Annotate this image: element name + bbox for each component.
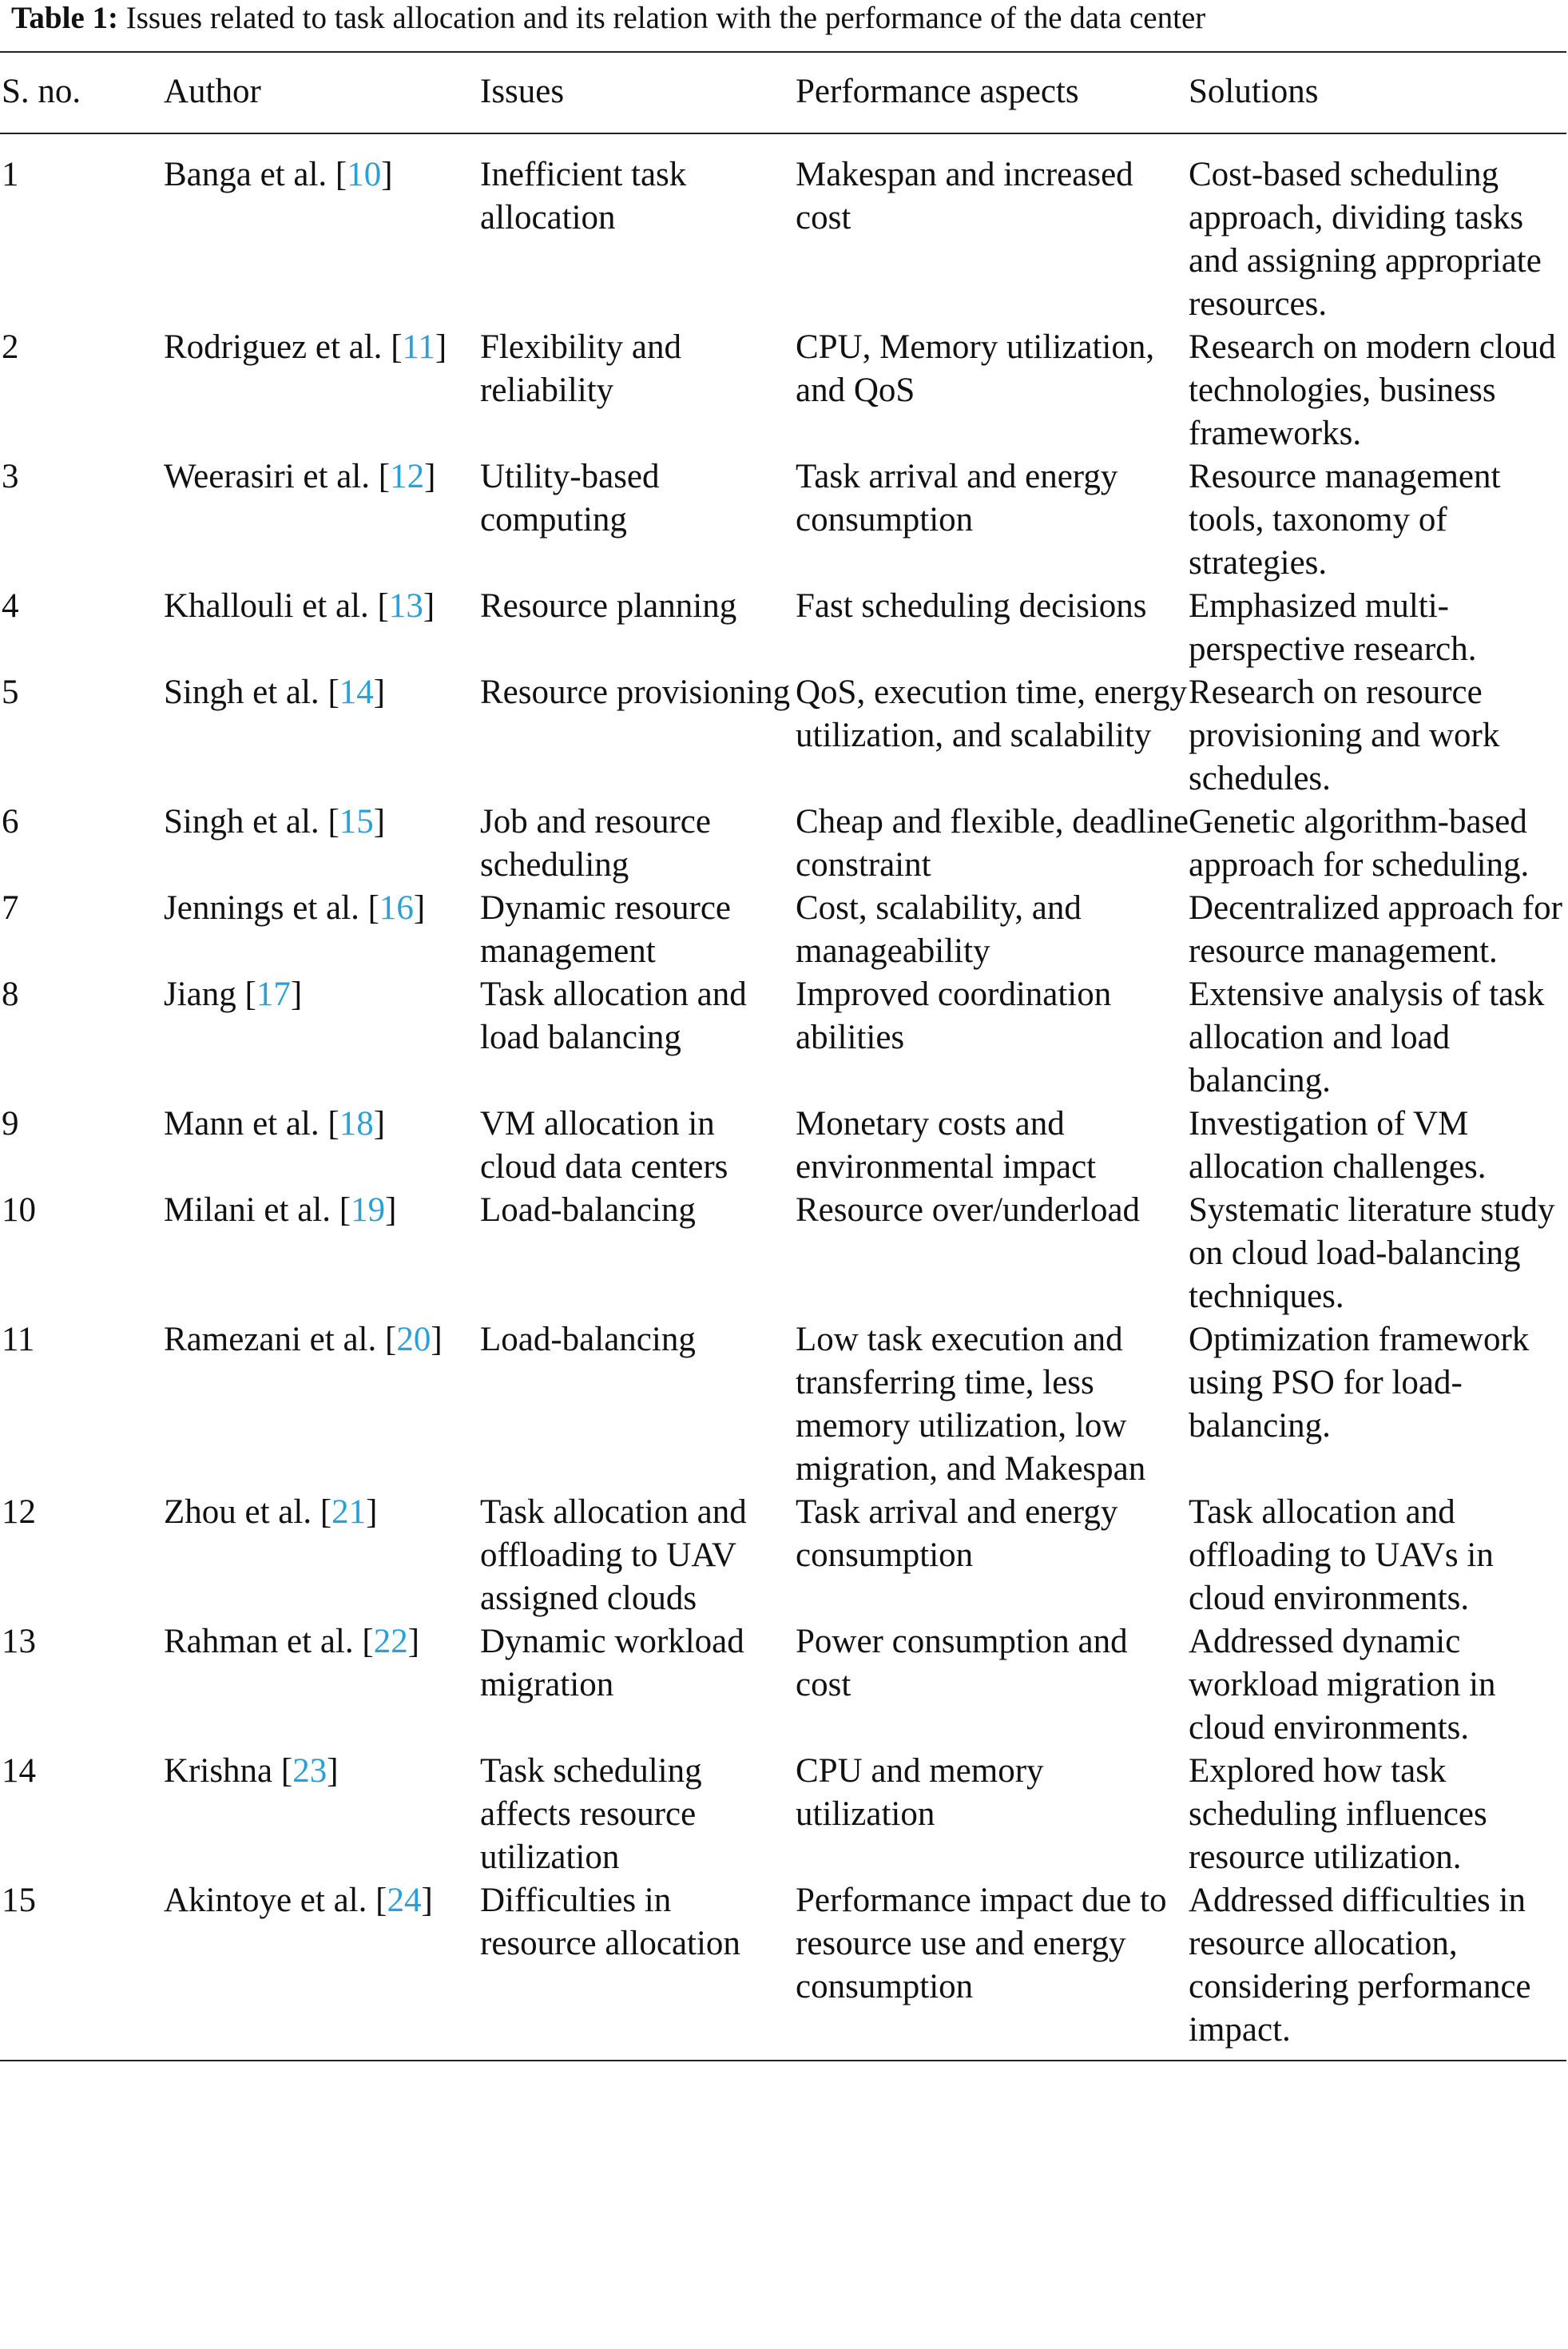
column-header-performance: Performance aspects bbox=[796, 73, 1079, 110]
cell-performance: Cost, scalability, and manageability bbox=[796, 889, 1082, 970]
reference-link[interactable]: 16 bbox=[379, 889, 414, 927]
author-name: Singh et al. bbox=[164, 674, 328, 711]
reference-bracket-open: [ bbox=[362, 1623, 374, 1660]
table-caption-label: Table 1: bbox=[11, 1, 119, 35]
reference-link[interactable]: 20 bbox=[396, 1321, 431, 1358]
cell-author bbox=[164, 1620, 480, 1750]
cell-solution: Optimization framework using PSO for load-balancing. bbox=[1189, 1321, 1530, 1445]
reference-bracket-open: [ bbox=[391, 328, 403, 366]
reference-link[interactable]: 14 bbox=[339, 674, 374, 711]
cell-solution: Explored how task scheduling influences resource utilization. bbox=[1189, 1752, 1487, 1876]
cell-performance: Makespan and increased cost bbox=[796, 156, 1133, 236]
table-row bbox=[0, 973, 1566, 1103]
cell-sno: 3 bbox=[2, 458, 19, 495]
cell-sno: 12 bbox=[2, 1493, 36, 1531]
header-row bbox=[0, 52, 1566, 133]
cell-issue: VM allocation in cloud data centers bbox=[480, 1105, 728, 1186]
table-row bbox=[0, 1750, 1566, 1879]
cell-performance: Low task execution and transferring time, less memory utilization, low migration, and Makespan bbox=[796, 1321, 1146, 1488]
cell-author bbox=[164, 1879, 480, 2061]
cell-issue: Job and resource scheduling bbox=[480, 803, 711, 884]
reference-bracket-close: ] bbox=[431, 1321, 443, 1358]
table-row bbox=[0, 1318, 1566, 1491]
reference-bracket-open: [ bbox=[378, 458, 391, 495]
cell-solution: Extensive analysis of task allocation and load balancing. bbox=[1189, 976, 1545, 1099]
reference-link[interactable]: 15 bbox=[339, 803, 374, 841]
cell-sno: 9 bbox=[2, 1105, 19, 1143]
column-header-solutions: Solutions bbox=[1189, 73, 1319, 110]
cell-issue: Flexibility and reliability bbox=[480, 328, 682, 409]
table-caption bbox=[0, 0, 1560, 37]
cell-author bbox=[164, 1491, 480, 1620]
table-row bbox=[0, 326, 1566, 455]
reference-bracket-close: ] bbox=[424, 458, 436, 495]
cell-solution: Systematic literature study on cloud load-balancing techniques. bbox=[1189, 1191, 1555, 1315]
author-name: Jiang bbox=[164, 976, 245, 1013]
cell-author bbox=[164, 1189, 480, 1318]
cell-solution: Cost-based scheduling approach, dividing tasks and assigning appropriate resources. bbox=[1189, 156, 1542, 323]
reference-bracket-close: ] bbox=[413, 889, 426, 927]
cell-solution: Resource management tools, taxonomy of strategies. bbox=[1189, 458, 1501, 582]
table-caption-text: Issues related to task allocation and its relation with the performance of the data center bbox=[125, 1, 1206, 35]
cell-performance: CPU and memory utilization bbox=[796, 1752, 1044, 1833]
cell-solution: Research on resource provisioning and work schedules. bbox=[1189, 674, 1500, 797]
table-row bbox=[0, 801, 1566, 887]
reference-link[interactable]: 24 bbox=[387, 1882, 422, 1919]
cell-solution: Genetic algorithm-based approach for scheduling. bbox=[1189, 803, 1530, 884]
reference-bracket-close: ] bbox=[435, 328, 447, 366]
cell-author bbox=[164, 1103, 480, 1189]
author-name: Banga et al. bbox=[164, 156, 335, 193]
cell-author bbox=[164, 1318, 480, 1491]
table-row bbox=[0, 887, 1566, 973]
cell-solution: Decentralized approach for resource management. bbox=[1189, 889, 1562, 970]
cell-sno: 8 bbox=[2, 976, 19, 1013]
column-header-issues: Issues bbox=[480, 73, 565, 110]
reference-bracket-close: ] bbox=[327, 1752, 339, 1790]
cell-author bbox=[164, 133, 480, 326]
reference-bracket-close: ] bbox=[373, 803, 386, 841]
cell-issue: Resource planning bbox=[480, 587, 737, 625]
reference-link[interactable]: 19 bbox=[351, 1191, 386, 1229]
cell-sno: 11 bbox=[2, 1321, 35, 1358]
author-name: Akintoye et al. bbox=[164, 1882, 376, 1919]
reference-link[interactable]: 18 bbox=[339, 1105, 374, 1143]
reference-link[interactable]: 10 bbox=[347, 156, 382, 193]
reference-bracket-open: [ bbox=[367, 889, 379, 927]
table-row bbox=[0, 1879, 1566, 2061]
table-row bbox=[0, 1620, 1566, 1750]
reference-bracket-close: ] bbox=[366, 1493, 378, 1531]
reference-bracket-close: ] bbox=[385, 1191, 397, 1229]
reference-bracket-close: ] bbox=[290, 976, 303, 1013]
cell-performance: QoS, execution time, energy utilization, and scalability bbox=[796, 674, 1188, 754]
reference-bracket-open: [ bbox=[327, 674, 339, 711]
table-row bbox=[0, 1103, 1566, 1189]
cell-author bbox=[164, 671, 480, 801]
reference-bracket-open: [ bbox=[320, 1493, 332, 1531]
reference-bracket-close: ] bbox=[407, 1623, 420, 1660]
cell-sno: 2 bbox=[2, 328, 19, 366]
reference-link[interactable]: 23 bbox=[292, 1752, 327, 1790]
cell-performance: Power consumption and cost bbox=[796, 1623, 1128, 1703]
author-name: Jennings et al. bbox=[164, 889, 368, 927]
cell-sno: 4 bbox=[2, 587, 19, 625]
author-name: Singh et al. bbox=[164, 803, 328, 841]
cell-sno: 10 bbox=[2, 1191, 36, 1229]
table-body bbox=[0, 133, 1566, 2061]
reference-link[interactable]: 17 bbox=[256, 976, 291, 1013]
cell-issue: Dynamic workload migration bbox=[480, 1623, 744, 1703]
reference-bracket-open: [ bbox=[339, 1191, 351, 1229]
reference-bracket-open: [ bbox=[327, 1105, 339, 1143]
cell-performance: Resource over/underload bbox=[796, 1191, 1141, 1229]
reference-link[interactable]: 12 bbox=[390, 458, 425, 495]
cell-performance: Performance impact due to resource use and energy consumption bbox=[796, 1882, 1167, 2005]
reference-link[interactable]: 21 bbox=[331, 1493, 367, 1531]
reference-bracket-close: ] bbox=[373, 674, 386, 711]
cell-sno: 1 bbox=[2, 156, 19, 193]
table-row bbox=[0, 455, 1566, 585]
cell-sno: 13 bbox=[2, 1623, 36, 1660]
reference-bracket-open: [ bbox=[335, 156, 347, 193]
author-name: Rahman et al. bbox=[164, 1623, 363, 1660]
cell-performance: Task arrival and energy consumption bbox=[796, 1493, 1118, 1574]
reference-bracket-open: [ bbox=[280, 1752, 293, 1790]
reference-bracket-close: ] bbox=[423, 587, 435, 625]
reference-bracket-open: [ bbox=[375, 1882, 387, 1919]
cell-solution: Investigation of VM allocation challenges. bbox=[1189, 1105, 1487, 1186]
cell-issue: Task scheduling affects resource utilization bbox=[480, 1752, 702, 1876]
table-row bbox=[0, 671, 1566, 801]
reference-link[interactable]: 13 bbox=[388, 587, 423, 625]
reference-link[interactable]: 22 bbox=[373, 1623, 408, 1660]
reference-bracket-close: ] bbox=[381, 156, 393, 193]
cell-performance: Improved coordination abilities bbox=[796, 976, 1112, 1056]
author-name: Ramezani et al. bbox=[164, 1321, 385, 1358]
column-header-author: Author bbox=[164, 73, 261, 110]
cell-author bbox=[164, 973, 480, 1103]
reference-bracket-open: [ bbox=[377, 587, 389, 625]
reference-bracket-open: [ bbox=[384, 1321, 397, 1358]
cell-issue: Task allocation and offloading to UAV assigned clouds bbox=[480, 1493, 747, 1617]
cell-author bbox=[164, 455, 480, 585]
author-name: Zhou et al. bbox=[164, 1493, 320, 1531]
cell-issue: Inefficient task allocation bbox=[480, 156, 687, 236]
cell-issue: Resource provisioning bbox=[480, 674, 791, 711]
cell-solution: Addressed dynamic workload migration in cloud environments. bbox=[1189, 1623, 1496, 1747]
cell-sno: 5 bbox=[2, 674, 19, 711]
cell-author bbox=[164, 1750, 480, 1879]
cell-performance: Monetary costs and environmental impact bbox=[796, 1105, 1097, 1186]
cell-issue: Difficulties in resource allocation bbox=[480, 1882, 740, 1962]
cell-performance: Task arrival and energy consumption bbox=[796, 458, 1118, 539]
author-name: Khallouli et al. bbox=[164, 587, 378, 625]
author-name: Mann et al. bbox=[164, 1105, 328, 1143]
author-name: Krishna bbox=[164, 1752, 281, 1790]
reference-bracket-open: [ bbox=[244, 976, 256, 1013]
table-header bbox=[0, 52, 1566, 133]
cell-issue: Load-balancing bbox=[480, 1191, 696, 1229]
reference-link[interactable]: 11 bbox=[402, 328, 435, 366]
cell-sno: 14 bbox=[2, 1752, 36, 1790]
cell-performance: Fast scheduling decisions bbox=[796, 587, 1147, 625]
cell-author bbox=[164, 326, 480, 455]
issues-table bbox=[0, 51, 1566, 2061]
cell-performance: CPU, Memory utilization, and QoS bbox=[796, 328, 1155, 409]
reference-bracket-open: [ bbox=[327, 803, 339, 841]
cell-performance: Cheap and flexible, deadline constraint bbox=[796, 803, 1189, 884]
cell-issue: Load-balancing bbox=[480, 1321, 696, 1358]
cell-author bbox=[164, 887, 480, 973]
cell-solution: Addressed difficulties in resource allocation, considering performance impact. bbox=[1189, 1882, 1531, 2049]
cell-solution: Research on modern cloud technologies, business frameworks. bbox=[1189, 328, 1556, 452]
cell-issue: Utility-based computing bbox=[480, 458, 660, 539]
table-row bbox=[0, 1491, 1566, 1620]
table-row bbox=[0, 133, 1566, 326]
reference-bracket-close: ] bbox=[373, 1105, 386, 1143]
table-row bbox=[0, 1189, 1566, 1318]
cell-issue: Dynamic resource management bbox=[480, 889, 731, 970]
cell-sno: 7 bbox=[2, 889, 19, 927]
cell-sno: 15 bbox=[2, 1882, 36, 1919]
reference-bracket-close: ] bbox=[421, 1882, 433, 1919]
cell-author bbox=[164, 801, 480, 887]
cell-issue: Task allocation and load balancing bbox=[480, 976, 747, 1056]
cell-solution: Task allocation and offloading to UAVs in cloud environments. bbox=[1189, 1493, 1494, 1617]
cell-solution: Emphasized multi-perspective research. bbox=[1189, 587, 1477, 668]
author-name: Rodriguez et al. bbox=[164, 328, 391, 366]
author-name: Milani et al. bbox=[164, 1191, 339, 1229]
cell-author bbox=[164, 585, 480, 671]
table-row bbox=[0, 585, 1566, 671]
cell-sno: 6 bbox=[2, 803, 19, 841]
author-name: Weerasiri et al. bbox=[164, 458, 379, 495]
column-header-sno: S. no. bbox=[2, 73, 81, 110]
